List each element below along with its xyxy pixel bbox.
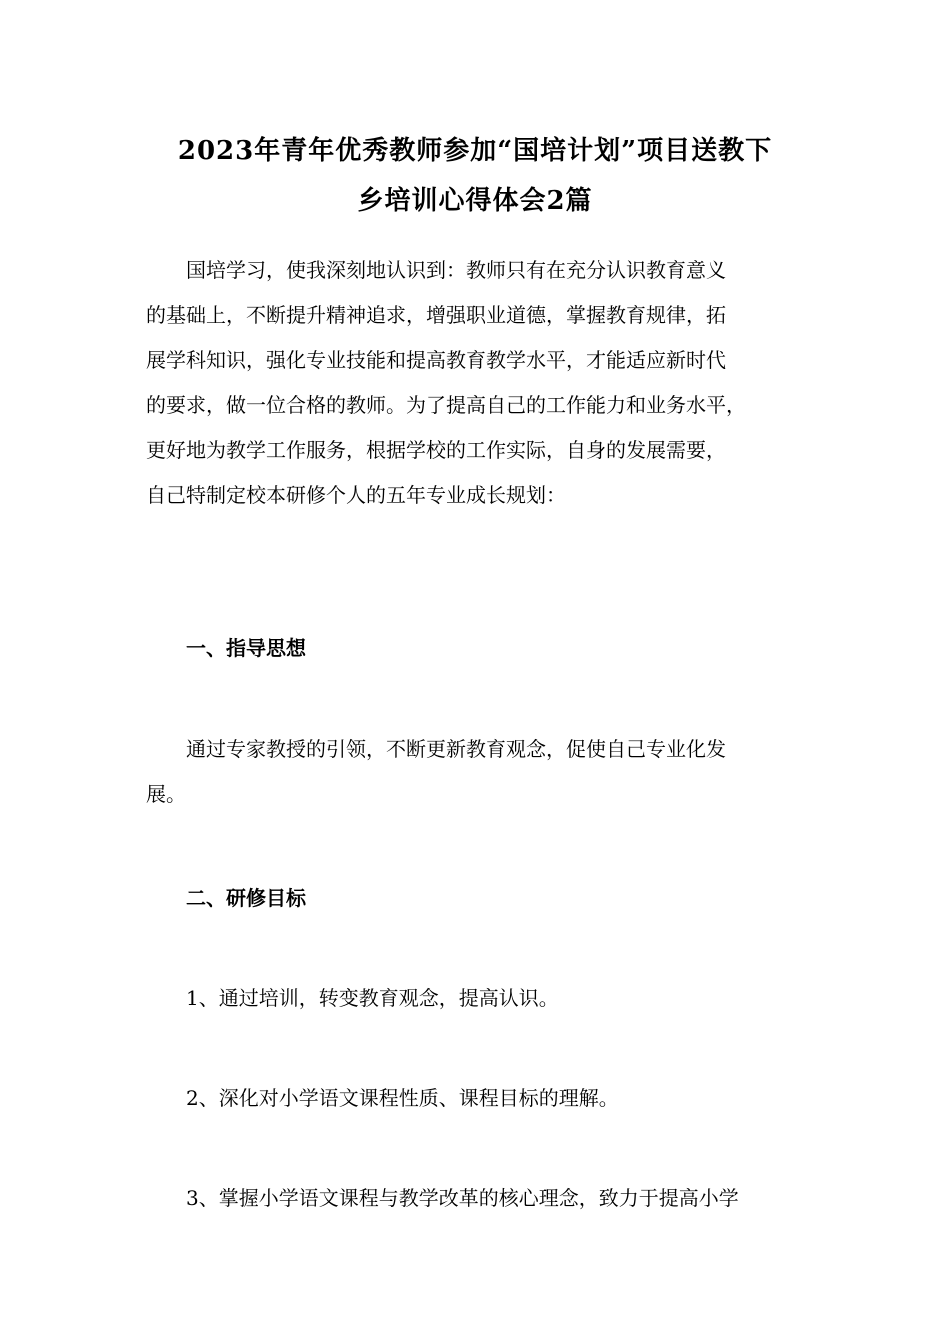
section-heading-guiding-thought: 一、指导思想: [186, 636, 306, 660]
document-title-line-1: 2023年青年优秀教师参加“国培计划”项目送教下: [177, 136, 773, 166]
document-title-line-2: 乡培训心得体会2篇: [357, 186, 593, 216]
goal-item: 3、掌握小学语文课程与教学改革的核心理念，致力于提高小学: [186, 1186, 739, 1210]
intro-line: 的基础上，不断提升精神追求，增强职业道德，掌握教育规律，拓: [146, 303, 726, 327]
paragraph-line: 通过专家教授的引领，不断更新教育观念，促使自己专业化发: [186, 737, 726, 761]
goal-item: 1、通过培训，转变教育观念，提高认识。: [186, 986, 559, 1010]
intro-line: 自己特制定校本研修个人的五年专业成长规划：: [146, 483, 566, 507]
section-heading-study-goals: 二、研修目标: [186, 886, 306, 910]
paragraph-line: 展。: [146, 782, 186, 806]
intro-line: 更好地为教学工作服务，根据学校的工作实际，自身的发展需要，: [146, 438, 726, 462]
intro-paragraph: [146, 248, 826, 518]
intro-line: 展学科知识，强化专业技能和提高教育教学水平，才能适应新时代: [146, 348, 726, 372]
intro-line: 国培学习，使我深刻地认识到：教师只有在充分认识教育意义: [186, 258, 726, 282]
intro-line: 的要求，做一位合格的教师。为了提高自己的工作能力和业务水平，: [146, 393, 746, 417]
goal-item: 2、深化对小学语文课程性质、课程目标的理解。: [186, 1086, 619, 1110]
guiding-thought-paragraph: [146, 727, 826, 817]
